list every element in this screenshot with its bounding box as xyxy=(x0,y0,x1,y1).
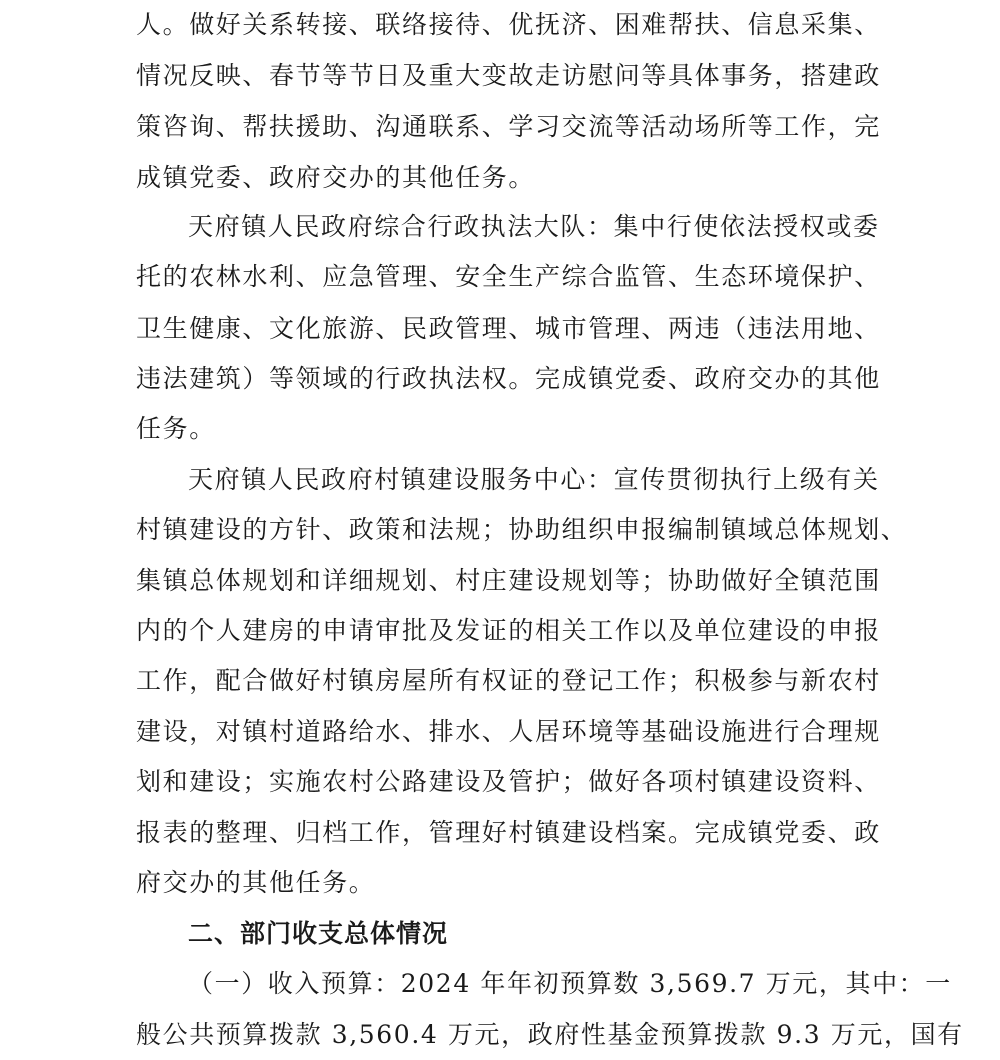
paragraph-1-line: 策咨询、帮扶援助、沟通联系、学习交流等活动场所等工作，完 xyxy=(136,112,881,141)
paragraph-1-line: 人。做好关系转接、联络接待、优抚济、困难帮扶、信息采集、 xyxy=(136,10,881,39)
paragraph-2-line: 托的农林水利、应急管理、安全生产综合监管、生态环境保护、 xyxy=(136,262,881,291)
paragraph-4-line: 般公共预算拨款 3,560.4 万元，政府性基金预算拨款 9.3 万元，国有 xyxy=(136,1020,964,1049)
paragraph-3-line: 工作，配合做好村镇房屋所有权证的登记工作；积极参与新农村 xyxy=(136,666,881,695)
paragraph-4-line: （一）收入预算：2024 年年初预算数 3,569.7 万元，其中：一 xyxy=(188,969,952,998)
paragraph-3-line: 建设，对镇村道路给水、排水、人居环境等基础设施进行合理规 xyxy=(136,717,881,746)
paragraph-3-line: 划和建设；实施农村公路建设及管护；做好各项村镇建设资料、 xyxy=(136,767,881,796)
paragraph-3-line: 村镇建设的方针、政策和法规；协助组织申报编制镇域总体规划、 xyxy=(136,515,908,544)
paragraph-1-line: 成镇党委、政府交办的其他任务。 xyxy=(136,163,536,192)
paragraph-3-line: 内的个人建房的申请审批及发证的相关工作以及单位建设的申报 xyxy=(136,616,881,645)
paragraph-3-line: 集镇总体规划和详细规划、村庄建设规划等；协助做好全镇范围 xyxy=(136,566,881,595)
paragraph-3-line: 府交办的其他任务。 xyxy=(136,868,376,897)
paragraph-2-line: 任务。 xyxy=(136,414,216,443)
paragraph-3-line: 天府镇人民政府村镇建设服务中心：宣传贯彻执行上级有关 xyxy=(188,465,880,494)
paragraph-3-line: 报表的整理、归档工作，管理好村镇建设档案。完成镇党委、政 xyxy=(136,818,881,847)
section-heading: 二、部门收支总体情况 xyxy=(188,919,449,948)
paragraph-2-line: 天府镇人民政府综合行政执法大队：集中行使依法授权或委 xyxy=(188,212,880,241)
paragraph-1-line: 情况反映、春节等节日及重大变故走访慰问等具体事务，搭建政 xyxy=(136,61,881,90)
paragraph-2-line: 违法建筑）等领域的行政执法权。完成镇党委、政府交办的其他 xyxy=(136,364,881,393)
paragraph-2-line: 卫生健康、文化旅游、民政管理、城市管理、两违（违法用地、 xyxy=(136,314,881,343)
